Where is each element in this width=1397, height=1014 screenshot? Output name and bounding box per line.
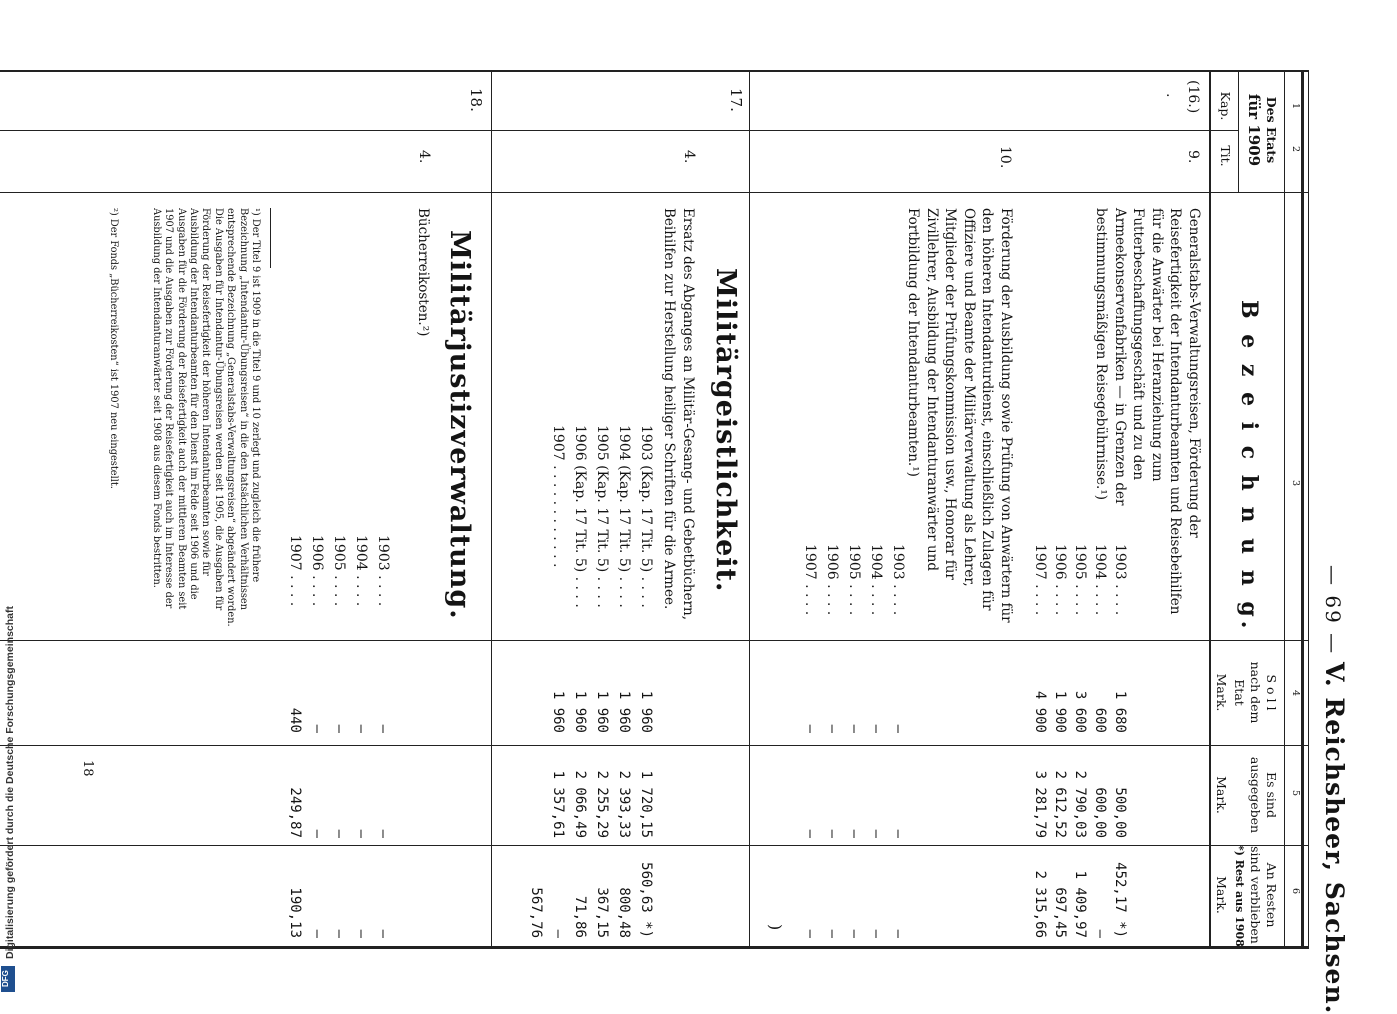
tit-4a-ausg-1906: 2 066,49 [572,770,588,838]
tit-10-soll-1905: — [846,724,862,733]
digitization-credit: Digitalisierung gefördert durch die Deutsche Forschungsgemeinschaft [4,606,16,959]
header-fuer-1909: für 1909 [1245,93,1263,167]
tit-4a-soll-1906: 1 960 [572,690,588,733]
kap-18-label: 18. [467,88,485,112]
tit-4b-ausg-1907: 249,87 [287,787,303,838]
header-kap: Kap. [1218,91,1233,121]
tit-4a-rest-1903: 560,63 *) [638,862,654,938]
tit-4a-soll-1903: 1 960 [638,690,654,733]
section-17-title: Militärgeistlichkeit. [710,268,741,593]
tit-4a-ausg-1905: 2 255,29 [594,770,610,838]
tit-4a-year-1906: 1906 (Kap. 17 Tit. 5) . . . . [572,425,588,608]
col-number-2: 2 [1290,146,1301,153]
tit-4a-rest-1906: 71,86 [572,895,588,938]
tit-4b-rest-1905: — [331,929,347,938]
tit-9-rest-1907: 2 315,66 [1032,870,1048,938]
tit-9-soll-1903: 1 680 [1112,690,1128,733]
tit-9-year-1905: 1905 . . . . [1072,544,1088,616]
tit-4a-year-1905: 1905 (Kap. 17 Tit. 5) . . . . [594,425,610,608]
tit-10-soll-1903: — [890,724,906,733]
tit-9-rest-1905: 1 409,97 [1072,870,1088,938]
tit-10-ausg-1905: — [846,829,862,838]
tit-9-year-1904: 1904 . . . . [1092,544,1108,616]
header-ausgegeben: ausgegeben [1248,756,1263,834]
tit-4b-ausg-1903: — [375,829,391,838]
tit-4a-soll-1904: 1 960 [616,690,632,733]
tit-4b-rest-1906: — [309,929,325,938]
tit-10-soll-1906: — [824,724,840,733]
tit-4b-soll-1904: — [353,724,369,733]
tit-4a-description: Ersatz des Abganges an Militär-Gesang- und Gebetbüchern, Beihilfen zur Herstellung heiliger Schriften für die Armee. [661,208,696,621]
tit-4a-rest-1907: — [550,929,566,938]
tit-4a-soll-1907: 1 960 [550,690,566,733]
header-etat: Etat [1232,679,1247,706]
tit-4b-ausg-1905: — [331,829,347,838]
header-rest-aus-1908: *) Rest aus 1908 [1233,845,1246,947]
tit-4b-year-1906: 1906 . . . . [309,535,325,607]
kap-17-label: 17. [727,88,745,112]
tit-4a-label: 4. [681,150,697,164]
tit-4a-ausg-1904: 2 393,33 [616,770,632,838]
col-number-5: 5 [1290,790,1301,797]
tit-4b-rest-1904: — [353,929,369,938]
header-des-etats: Des Etats [1264,96,1279,164]
tit-10-year-1904: 1904 . . . . [868,544,884,616]
tit-9-ausg-1905: 2 790,03 [1072,770,1088,838]
tit-4b-soll-1903: — [375,724,391,733]
header-tit: Tit. [1218,145,1233,167]
tit-4a-rest-1905: 367,15 [594,887,610,938]
tit-9-label: 9. [1185,150,1201,164]
header-nach-dem: nach dem [1248,661,1263,724]
tit-4b-rest-1907: 190,13 [287,887,303,938]
tit-9-soll-1906: 1 900 [1052,690,1068,733]
tit-10-rest-1906: — [824,929,840,938]
header-mark-6: Mark. [1214,876,1229,914]
header-mark-5: Mark. [1214,776,1229,814]
tit-4b-ausg-1906: — [309,829,325,838]
section-18-title: Militärjustizverwaltung. [444,230,475,620]
col-number-6: 6 [1290,888,1301,895]
tit-10-rest-1904: — [868,929,884,938]
footnote-2: ²) Der Fonds „Bücherreikosten“ ist 1907 neu eingestellt. [108,208,119,489]
tit-10-description: Förderung der Ausbildung sowie Prüfung von Anwärtern für den höheren Intendanturdienst, einschließlich Zulagen für Offiziere und Beamte der Militärverwaltung als Lehrer, Mitglieder der Prüfungskommission usw., Honorar für Zivillehrer, Ausbildung der Intendanturanwärter und Fortbildung der Intendanturbeamten.¹) [905,208,1014,623]
tit-10-soll-1907: — [802,724,818,733]
tit-4b-ausg-1904: — [353,829,369,838]
tit-9-ausg-1906: 2 612,52 [1052,770,1068,838]
tit-4a-ausg-1907: 1 357,61 [550,770,566,838]
marginal-bracket: ) [766,924,785,931]
tit-10-ausg-1904: — [868,829,884,838]
col-number-4: 4 [1290,690,1301,697]
tit-9-description: Generalstabs-Verwaltungsreisen, Förderung der Reisefertigkeit der Intendanturbeamten und Reisebeihilfen für die Anwärter bei Heranziehung zum Futterbeschaffungsgeschäft und zu den Armeekonservenfabriken — in Grenzen der bestimmungsmäßigen Reisegebührnisse.¹) [1093,208,1202,615]
dfg-logo: DFG [1,966,15,992]
tit-4b-description: Bücherreikosten.²) [415,208,431,337]
tit-4b-year-1907: 1907 . . . . [287,535,303,607]
tit-9-ausg-1903: 500,00 [1112,787,1128,838]
tit-10-rest-1903: — [890,929,906,938]
tit-10-year-1906: 1906 . . . . [824,544,840,616]
tit-10-rest-1905: — [846,929,862,938]
tit-4b-year-1905: 1905 . . . . [331,535,347,607]
header-bezeichnung: B e z e i c h n u n g. [1236,300,1262,633]
tit-4a-extra-rest: 567,76 [528,887,544,938]
kap-16-dot: . [1163,93,1179,98]
tit-10-ausg-1907: — [802,829,818,838]
header-soll: S o l l [1264,674,1279,711]
running-title: V. Reichsheer, Sachsen. [1320,662,1349,1014]
tit-9-year-1903: 1903 . . . . [1112,544,1128,616]
tit-9-ausg-1907: 3 281,79 [1032,770,1048,838]
tit-10-rest-1907: — [802,929,818,938]
tit-4a-year-1904: 1904 (Kap. 17 Tit. 5) . . . . [616,425,632,608]
col-number-3: 3 [1290,480,1301,487]
tit-9-soll-1905: 3 600 [1072,690,1088,733]
tit-4b-label: 4. [416,150,432,164]
header-es-sind: Es sind [1264,772,1279,818]
tit-4b-year-1903: 1903 . . . . [375,535,391,607]
tit-4b-rest-1903: — [375,929,391,938]
tit-10-year-1907: 1907 . . . . [802,544,818,616]
tit-10-year-1903: 1903 . . . . [890,544,906,616]
tit-9-rest-1903: 452,17 *) [1112,862,1128,938]
tit-9-rest-1904: — [1092,929,1108,938]
tit-4a-rest-1904: 800,48 [616,887,632,938]
tit-9-rest-1906: 697,45 [1052,887,1068,938]
footnote-1: ¹) Der Titel 9 ist 1909 in die Titel 9 und 10 zerlegt und zugleich die frühere Bezeichnung „Intendantur-Übungsreisen“ in die den tatsächlichen Verhältnissen entsprechende Bezeichnung „Generalstabs-Verwaltungsreisen“ abgeändert worden. Die Ausgaben für Intendantur-Übungsreisen werden seit 1905, die Ausgaben für Förderung der Reisefertigkeit der höheren Intendanturbeamten sowie für Ausbildung der Intendanturbeamten für den Dienst im Felde seit 1906 und die Ausgaben für die Förderung der Reisefertigkeit auch der mittleren Beamten seit 1907 und die Ausgaben zur Förderung der Reisefertigkeit auch im Interesse der Ausbildung der Intendanturanwärter seit 1908 aus diesem Fonds bestritten. [150,208,261,627]
tit-4b-soll-1906: — [309,724,325,733]
tit-4b-soll-1905: — [331,724,347,733]
tit-4a-soll-1905: 1 960 [594,690,610,733]
tit-4a-year-1903: 1903 (Kap. 17 Tit. 5) . . . . [638,425,654,608]
tit-10-soll-1904: — [868,724,884,733]
header-mark-4: Mark. [1214,673,1229,712]
tit-10-label: 10. [997,146,1013,169]
tit-10-ausg-1906: — [824,829,840,838]
tit-9-soll-1904: 600 [1092,707,1108,733]
tit-9-ausg-1904: 600,00 [1092,787,1108,838]
tit-9-soll-1907: 4 900 [1032,690,1048,733]
signature-mark: 18 [80,760,95,777]
page-number: — 69 — [1321,565,1345,656]
tit-10-year-1905: 1905 . . . . [846,544,862,616]
tit-4b-year-1904: 1904 . . . . [353,535,369,607]
header-sind-verblieben: sind verblieben [1248,846,1263,944]
col-number-1: 1 [1290,103,1301,110]
tit-10-ausg-1903: — [890,829,906,838]
header-an-resten: An Resten [1264,862,1279,928]
tit-9-year-1907: 1907 . . . . [1032,544,1048,616]
tit-4b-soll-1907: 440 [287,707,303,733]
tit-4a-ausg-1903: 1 720,15 [638,770,654,838]
kap-16-label: (16.) [1185,80,1201,114]
tit-9-year-1906: 1906 . . . . [1052,544,1068,616]
tit-4a-year-1907: 1907 . . . . . . . . . . . . [550,425,566,568]
